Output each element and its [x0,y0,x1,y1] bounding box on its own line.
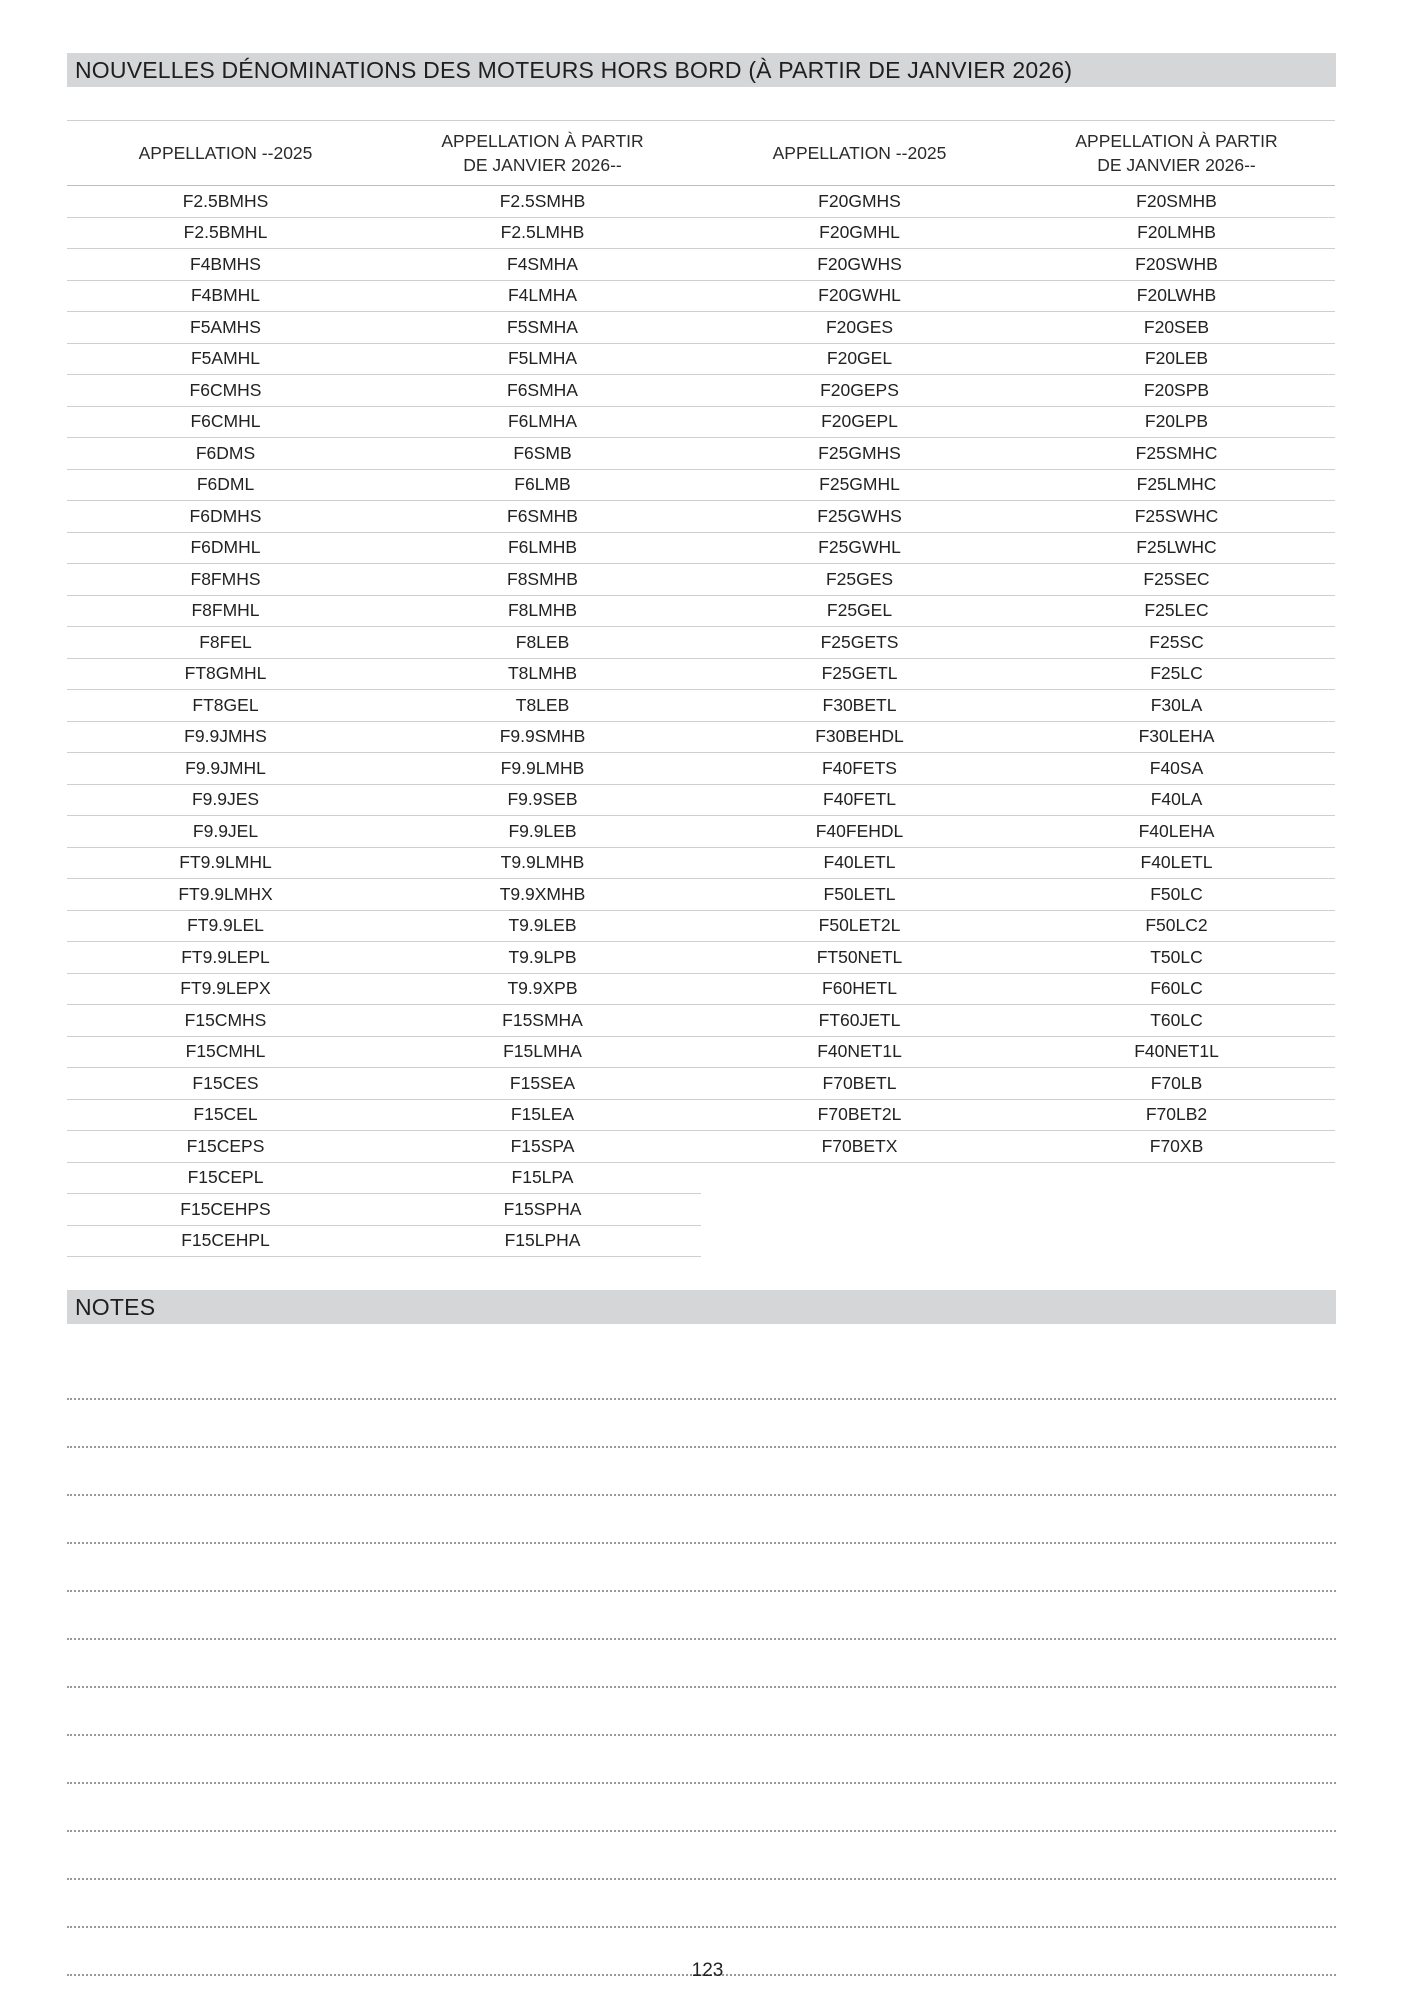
table-row [67,1005,701,1037]
new-name-cell: F20LEB [1144,348,1209,369]
table-row [67,218,701,250]
old-name-cell: F15CEHPL [181,1230,270,1251]
header-new-line2: DE JANVIER 2026-- [463,155,622,175]
table-row [67,438,701,470]
table-header [701,120,1335,186]
new-name-cell: F6SMHA [507,379,578,400]
old-name-cell: F25GES [825,568,894,589]
table-row [67,785,701,817]
notes-dotted-line [67,1736,1336,1784]
notes-dotted-line [67,1496,1336,1544]
new-name-cell: F6SMB [513,442,572,463]
old-name-cell: F2.5BMHS [182,190,269,211]
table-row [701,218,1335,250]
new-name-cell: F9.9LMHB [500,757,585,778]
old-name-cell: F25GMHL [819,474,900,495]
new-name-cell: F6SMHB [507,505,578,526]
new-name-cell: F9.9SMHB [499,726,586,747]
old-name-cell: F40NET1L [817,1041,902,1062]
table-row [701,344,1335,376]
new-name-cell: T9.9XMHB [499,883,586,904]
new-name-cell: F8LMHB [507,600,578,621]
header-old-name: APPELLATION --2025 [138,143,313,163]
table-row [701,722,1335,754]
old-name-cell: F25GETL [821,663,898,684]
table-row [67,564,701,596]
table-row [67,1037,701,1069]
table-row [701,312,1335,344]
new-name-cell: F15LEA [510,1104,575,1125]
table-row [67,407,701,439]
header-old-name: APPELLATION --2025 [772,143,947,163]
old-name-cell: F15CEPS [186,1135,265,1156]
new-name-cell: F20SMHB [1136,190,1217,211]
notes-title: NOTES [67,1290,1336,1324]
old-name-cell: F20GEPS [820,379,899,400]
table-row [67,974,701,1006]
notes-dotted-line [67,1832,1336,1880]
notes-dotted-line [67,1352,1336,1400]
old-name-cell: F60HETL [822,978,897,999]
new-name-cell: F40NET1L [1134,1041,1219,1062]
table-row [701,375,1335,407]
table-left-body [67,186,701,1257]
table-row [701,816,1335,848]
old-name-cell: F40FETS [822,757,897,778]
table-row [67,816,701,848]
page-number: 123 [691,1960,724,1981]
new-name-cell: F20LPB [1144,411,1209,432]
notes-dotted-line [67,1784,1336,1832]
table-row [67,375,701,407]
old-name-cell: F15CMHL [185,1041,266,1062]
notes-dotted-line [67,1400,1336,1448]
old-name-cell: FT50NETL [816,946,903,967]
table-row [67,344,701,376]
new-name-cell: F6LMHB [507,537,578,558]
table-row [67,533,701,565]
new-name-cell: T9.9LEB [508,915,577,936]
new-name-cell: F9.9SEB [507,789,578,810]
notes-dotted-line [67,1592,1336,1640]
old-name-cell: F9.9JMHS [184,726,267,747]
notes-dotted-line [67,1880,1336,1928]
table-row [701,470,1335,502]
new-name-cell: F4SMHA [507,253,578,274]
table-row [67,722,701,754]
new-name-cell: F40LEHA [1138,820,1215,841]
old-name-cell: F6DML [196,474,255,495]
table-row [67,911,701,943]
old-name-cell: F20GMHL [819,222,900,243]
new-name-cell: T8LMHB [507,663,578,684]
table-right-half [701,120,1335,1163]
new-name-cell: F20LWHB [1136,285,1217,306]
table-row [67,753,701,785]
old-name-cell: F20GES [825,316,894,337]
new-name-cell: F5LMHA [507,348,578,369]
old-name-cell: FT60JETL [818,1009,901,1030]
old-name-cell: F15CMHS [184,1009,267,1030]
old-name-cell: F5AMHL [190,348,261,369]
table-row [701,1037,1335,1069]
old-name-cell: F40LETL [823,852,896,873]
page-title: NOUVELLES DÉNOMINATIONS DES MOTEURS HORS BORD (À PARTIR DE JANVIER 2026) [67,53,1336,87]
new-name-cell: T9.9LPB [508,946,577,967]
new-name-cell: T9.9XPB [507,978,578,999]
table-row [67,470,701,502]
header-new-name [1018,129,1335,177]
old-name-cell: F40FETL [823,789,896,810]
new-name-cell: F20SWHB [1135,253,1218,274]
old-name-cell: F8FMHS [190,568,261,589]
new-name-cell: F15SPA [510,1135,575,1156]
old-name-cell: F20GEPL [821,411,898,432]
table-row [701,659,1335,691]
new-name-cell: F2.5SMHB [499,190,586,211]
new-name-cell: F60LC [1150,978,1203,999]
old-name-cell: F2.5BMHL [183,222,268,243]
new-name-cell: F9.9LEB [508,820,577,841]
table-row [701,974,1335,1006]
new-name-cell: F8SMHB [507,568,578,589]
table-row [701,501,1335,533]
table-left-half [67,120,701,1257]
table-row [67,249,701,281]
old-name-cell: F25GWHL [818,537,901,558]
old-name-cell: F9.9JEL [192,820,259,841]
old-name-cell: F15CEPL [187,1167,264,1188]
table-row [701,438,1335,470]
new-name-cell: F25LEC [1144,600,1209,621]
new-name-cell: F25LMHC [1136,474,1217,495]
old-name-cell: F25GEL [826,600,893,621]
notes-area [67,1352,1336,1976]
new-name-cell: F30LA [1150,694,1203,715]
old-name-cell: F50LET2L [818,915,901,936]
notes-dotted-line [67,1544,1336,1592]
table-header [67,120,701,186]
table-row [67,942,701,974]
old-name-cell: F6CMHS [189,379,262,400]
header-new-line2: DE JANVIER 2026-- [1097,155,1256,175]
old-name-cell: FT9.9LMHX [178,883,273,904]
old-name-cell: FT9.9LEPX [180,978,271,999]
new-name-cell: F5SMHA [507,316,578,337]
table-row [67,690,701,722]
table-row [701,1005,1335,1037]
notes-dotted-line [67,1688,1336,1736]
new-name-cell: F25LWHC [1136,537,1217,558]
new-name-cell: F25SWHC [1134,505,1219,526]
new-name-cell: F40SA [1149,757,1204,778]
table-row [67,848,701,880]
table-row [701,848,1335,880]
old-name-cell: F8FMHL [191,600,260,621]
new-name-cell: F70XB [1149,1135,1204,1156]
new-name-cell: F40LA [1150,789,1203,810]
table-row [67,1068,701,1100]
table-row [67,1226,701,1258]
old-name-cell: F8FEL [199,631,252,652]
table-row [701,753,1335,785]
table-row [67,312,701,344]
old-name-cell: F20GEL [826,348,893,369]
old-name-cell: F25GWHS [817,505,902,526]
new-name-cell: F50LC2 [1145,915,1208,936]
new-name-cell: T8LEB [515,694,570,715]
old-name-cell: FT9.9LMHL [179,852,272,873]
old-name-cell: F50LETL [823,883,896,904]
new-name-cell: T50LC [1150,946,1203,967]
table-row [701,1100,1335,1132]
old-name-cell: F70BET2L [817,1104,902,1125]
table-row [701,911,1335,943]
new-name-cell: F70LB2 [1145,1104,1208,1125]
old-name-cell: F6CMHL [190,411,261,432]
old-name-cell: F70BETL [822,1072,897,1093]
notes-dotted-line [67,1640,1336,1688]
table-row [701,1068,1335,1100]
new-name-cell: T9.9LMHB [500,852,585,873]
new-name-cell: F20SEB [1143,316,1210,337]
new-name-cell: F25SC [1149,631,1204,652]
new-name-cell: F6LMB [514,474,571,495]
table-row [701,407,1335,439]
new-name-cell: F25SEC [1143,568,1210,589]
new-name-cell: F15SMHA [502,1009,583,1030]
new-name-cell: F15LPA [511,1167,574,1188]
new-name-cell: F15LPHA [504,1230,581,1251]
header-new-line1: APPELLATION À PARTIR [441,131,644,151]
old-name-cell: F15CEL [193,1104,258,1125]
new-name-cell: F15SPHA [503,1198,582,1219]
old-name-cell: F40FEHDL [815,820,904,841]
table-right-body [701,186,1335,1163]
new-name-cell: F50LC [1150,883,1203,904]
new-name-cell: F70LB [1150,1072,1203,1093]
table-row [67,659,701,691]
table-row [67,1163,701,1195]
old-name-cell: F70BETX [821,1135,898,1156]
new-name-cell: F30LEHA [1138,726,1215,747]
table-row [67,596,701,628]
new-name-cell: F15SEA [509,1072,576,1093]
table-row [67,281,701,313]
new-name-cell: F25SMHC [1135,442,1218,463]
old-name-cell: F30BETL [822,694,897,715]
old-name-cell: F25GMHS [818,442,901,463]
old-name-cell: FT9.9LEPL [181,946,270,967]
old-name-cell: FT8GEL [192,694,259,715]
notes-dotted-line [67,1448,1336,1496]
old-name-cell: F6DMHS [189,505,262,526]
old-name-cell: F30BEHDL [815,726,904,747]
old-name-cell: F15CES [192,1072,259,1093]
table-row [701,942,1335,974]
new-name-cell: F4LMHA [507,285,578,306]
table-row [67,1131,701,1163]
table-row [67,501,701,533]
table-row [701,596,1335,628]
header-new-name [384,129,701,177]
old-name-cell: F5AMHS [190,316,261,337]
new-name-cell: F6LMHA [507,411,578,432]
new-name-cell: F15LMHA [503,1041,582,1062]
table-row [701,785,1335,817]
table-row [701,249,1335,281]
old-name-cell: FT8GMHL [184,663,267,684]
old-name-cell: F20GMHS [818,190,901,211]
old-name-cell: F9.9JMHL [185,757,266,778]
table-row [67,1100,701,1132]
new-name-cell: F40LETL [1140,852,1213,873]
old-name-cell: F20GWHS [817,253,902,274]
table-row [701,1131,1335,1163]
table-row [67,627,701,659]
old-name-cell: FT9.9LEL [187,915,264,936]
table-row [701,186,1335,218]
old-name-cell: F4BMHL [190,285,261,306]
old-name-cell: F20GWHL [818,285,901,306]
old-name-cell: F6DMHL [190,537,261,558]
header-new-line1: APPELLATION À PARTIR [1075,131,1278,151]
table-row [701,533,1335,565]
table-row [701,564,1335,596]
new-name-cell: F8LEB [515,631,570,652]
table-row [67,186,701,218]
table-row [701,690,1335,722]
table-row [701,281,1335,313]
old-name-cell: F15CEHPS [180,1198,271,1219]
old-name-cell: F9.9JES [191,789,260,810]
old-name-cell: F4BMHS [190,253,261,274]
new-name-cell: F20SPB [1143,379,1210,400]
table-row [701,627,1335,659]
old-name-cell: F25GETS [820,631,899,652]
new-name-cell: F20LMHB [1137,222,1216,243]
new-name-cell: T60LC [1150,1009,1203,1030]
old-name-cell: F6DMS [195,442,256,463]
new-name-cell: F2.5LMHB [500,222,585,243]
table-row [67,879,701,911]
table-row [701,879,1335,911]
new-name-cell: F25LC [1150,663,1203,684]
table-row [67,1194,701,1226]
